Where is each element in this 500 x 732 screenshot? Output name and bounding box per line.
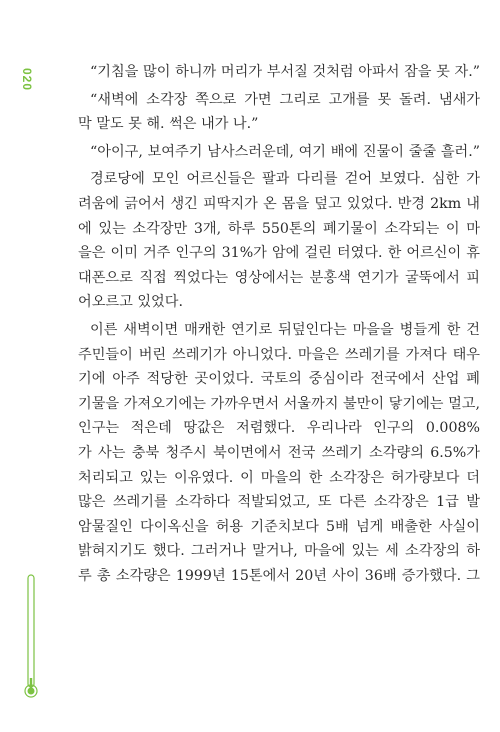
- page-number: 020: [20, 68, 34, 92]
- body-text: [78, 60, 480, 588]
- text-line: 어오르고 있었다.: [78, 294, 183, 311]
- text-line: 막 말도 못 해. 썩은 내가 나.”: [78, 116, 259, 133]
- text-line: “아이구, 보여주기 남사스러운데, 여기 배에 진물이 줄줄 흘러.”: [90, 143, 480, 160]
- text-line: 처리되고 있는 이유였다. 이 마을의 한 소각장은 허가량보다 더: [78, 469, 480, 486]
- text-line: 밝혀지기도 했다. 그러거나 말거나, 마을에 있는 세 소각장의 하: [78, 543, 480, 560]
- text-line: 에 있는 소각장만 3개, 하루 550톤의 폐기물이 소각되는 이 마: [78, 220, 480, 237]
- text-line: 암물질인 다이옥신을 허용 기준치보다 5배 넘게 배출한 사실이: [78, 518, 480, 535]
- text-line: 많은 쓰레기를 소각하다 적발되었고, 또 다른 소각장은 1급 발: [78, 494, 480, 511]
- text-line: “새벽에 소각장 쪽으로 가면 그리로 고개를 못 돌려. 냄새가: [90, 91, 480, 108]
- text-line: 루 총 소각량은 1999년 15톤에서 20년 사이 36배 증가했다. 그: [78, 567, 480, 584]
- text-line: 기에 아주 적당한 곳이었다. 국토의 중심이라 전국에서 산업 폐: [78, 371, 480, 388]
- text-line: 려움에 긁어서 생긴 피딱지가 온 몸을 덮고 있었다. 반경 2km 내: [78, 195, 480, 212]
- text-line: 경로당에 모인 어르신들은 팔과 다리를 걷어 보였다. 심한 가: [90, 171, 480, 188]
- text-line: 기물을 가져오기에는 가까우면서 서울까지 불만이 닿기에는 멀고,: [78, 395, 480, 412]
- text-line: “기침을 많이 하니까 머리가 부서질 것처럼 아파서 잠을 못 자.”: [90, 64, 480, 80]
- text-line: 대폰으로 직접 찍었다는 영상에서는 분홍색 연기가 굴뚝에서 피: [78, 269, 480, 286]
- text-line: 인구는 적은데 땅값은 저렴했다. 우리나라 인구의 0.008%: [78, 420, 480, 437]
- text-line: 이른 새벽이면 매캐한 연기로 뒤덮인다는 마을을 병들게 한 건: [90, 321, 480, 338]
- thermometer-icon: [23, 574, 39, 700]
- text-line: 을은 이미 거주 인구의 31%가 암에 걸린 터였다. 한 어르신이 휴: [78, 245, 480, 262]
- text-line: 가 사는 충북 청주시 북이면에서 전국 쓰레기 소각량의 6.5%가: [78, 444, 480, 461]
- text-line: 주민들이 버린 쓰레기가 아니었다. 마을은 쓰레기를 가져다 태우: [78, 346, 480, 363]
